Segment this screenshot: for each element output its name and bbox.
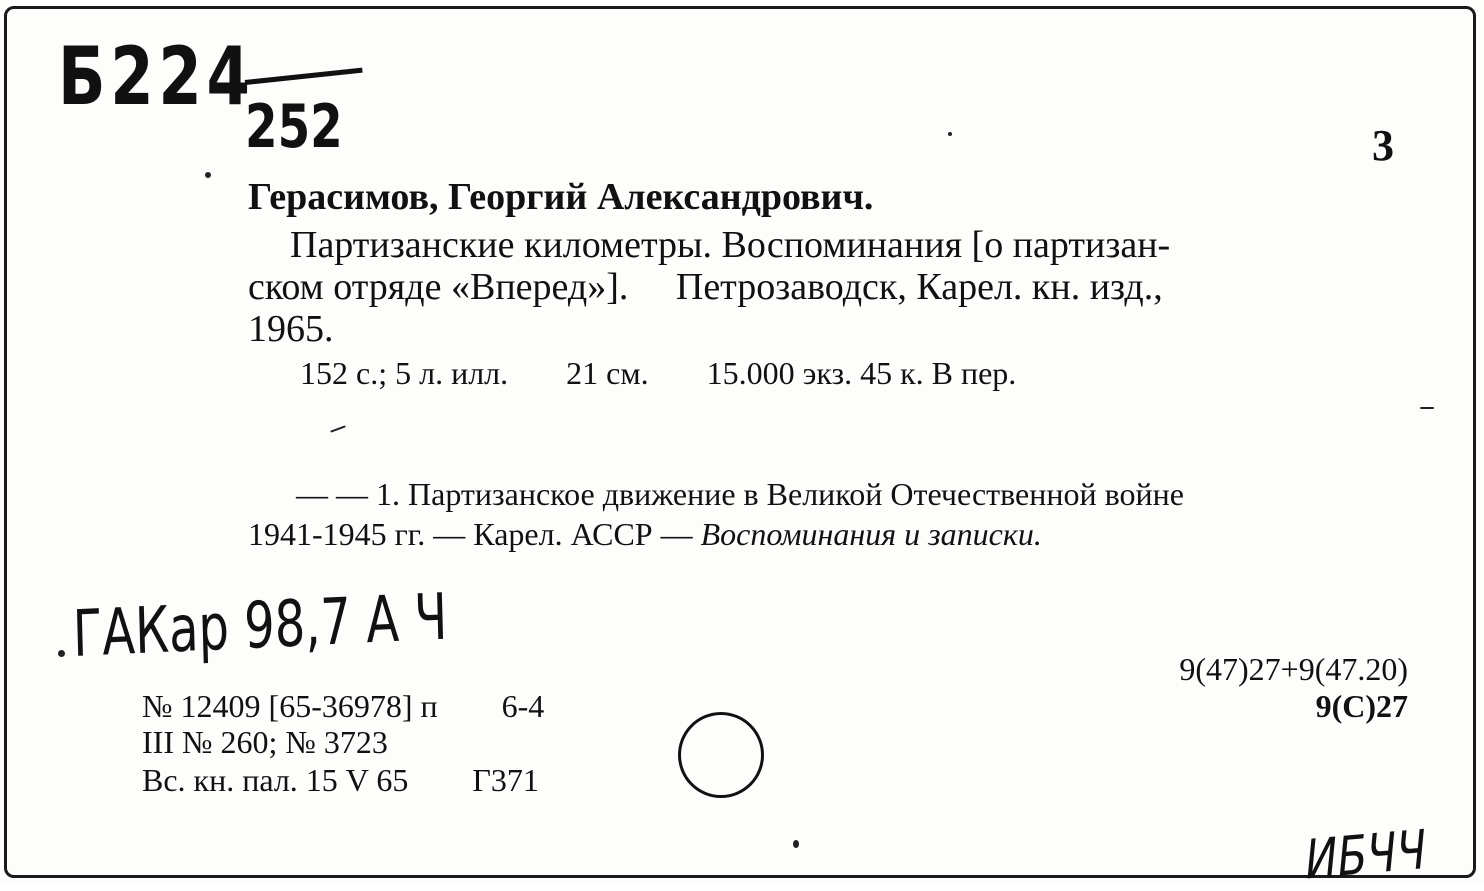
subject-line-2 (248, 514, 1408, 554)
ink-speck (793, 840, 799, 848)
title-line-3: 1965. (248, 308, 334, 350)
catalog-meta-code: 6-4 (501, 688, 545, 724)
ink-speck (205, 172, 211, 178)
ink-speck (948, 132, 952, 136)
catalog-meta-line-1 (142, 688, 544, 725)
subject-line-1: — — 1. Партизанское движение в Великой Отечественной войне (296, 476, 1184, 512)
classification-line-1: 9(47)27+9(47.20) (1179, 651, 1408, 687)
collation-size: 21 см. (566, 355, 649, 391)
collation-pages: 152 с.; 5 л. илл. (300, 355, 509, 391)
subject-line-2-start: 1941-1945 гг. — Карел. АССР — (248, 516, 701, 552)
inventory-handwritten-mark: ИБЧЧ (1303, 818, 1428, 891)
shelfmark-sub: 252 (245, 92, 343, 162)
catalog-meta-line-3 (142, 762, 539, 799)
title-line-2: ском отряде «Вперед»]. Петрозаводск, Карел. кн. изд., (248, 266, 1163, 308)
archive-handwritten-mark: ГАКар 98,7 А Ч (72, 580, 449, 672)
catalog-meta-number: № 12409 [65-36978] п (142, 688, 438, 724)
title-line-1: Партизанские километры. Воспоминания [о партизан- (290, 224, 1171, 266)
subject-line-2-italic: Воспоминания и записки. (700, 516, 1042, 552)
catalog-meta-line-2: III № 260; № 3723 (142, 724, 388, 760)
ink-speck (58, 650, 65, 657)
collation (300, 355, 1074, 392)
author-heading: Герасимов, Георгий Александрович. (248, 176, 874, 218)
card-number: 3 (1372, 121, 1394, 170)
collation-print-run: 15.000 экз. 45 к. В пер. (706, 355, 1017, 391)
catalog-meta-chamber: Вс. кн. пал. 15 V 65 (142, 762, 409, 798)
shelfmark-main: Б224 (58, 30, 255, 123)
ink-speck (1420, 407, 1434, 409)
classification-line-2: 9(С)27 (1315, 688, 1408, 724)
card-punch-hole (678, 712, 764, 798)
catalog-meta-index: Г371 (472, 762, 539, 798)
